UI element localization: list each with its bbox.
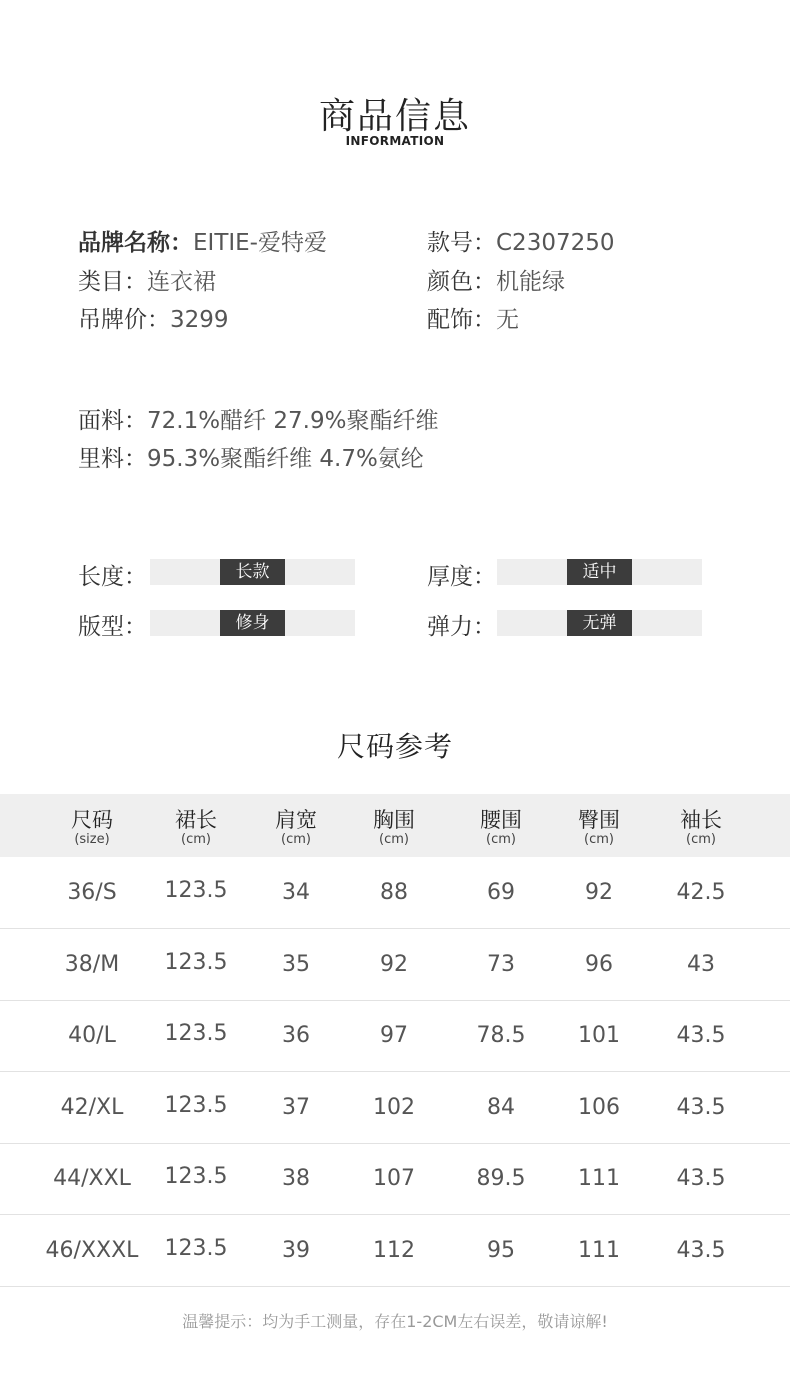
elasticity-label: 弹力： bbox=[427, 614, 496, 640]
elasticity-marker: 无弹 bbox=[567, 610, 632, 636]
color-value: 机能绿 bbox=[496, 269, 565, 295]
style-number-label: 款号： bbox=[427, 230, 496, 256]
measurement-cell: 38 bbox=[282, 1166, 310, 1191]
measurement-cell: 111 bbox=[578, 1166, 620, 1191]
price-value: 3299 bbox=[170, 307, 229, 333]
measurement-cell: 88 bbox=[380, 880, 408, 905]
size-cell: 36/S bbox=[67, 880, 117, 905]
size-table-header bbox=[0, 794, 790, 857]
measurement-cell: 43.5 bbox=[676, 1023, 726, 1048]
thickness-label: 厚度： bbox=[427, 564, 496, 590]
measurement-cell: 42.5 bbox=[676, 880, 726, 905]
measurement-cell: 102 bbox=[373, 1095, 415, 1120]
color-label: 颜色： bbox=[427, 269, 496, 295]
column-unit: (cm) bbox=[584, 832, 614, 847]
elasticity-scale bbox=[497, 610, 702, 636]
column-name: 尺码 bbox=[71, 808, 113, 832]
column-unit: (cm) bbox=[281, 832, 311, 847]
brand-label: 品牌名称： bbox=[78, 230, 193, 256]
accessory-label: 配饰： bbox=[427, 307, 496, 333]
column-name: 裙长 bbox=[175, 808, 217, 832]
price-label: 吊牌价： bbox=[78, 307, 170, 333]
measurement-cell: 123.5 bbox=[164, 1093, 228, 1118]
fit-scale bbox=[150, 610, 355, 636]
outer-fabric-value: 72.1%醋纤 27.9%聚酯纤维 bbox=[147, 408, 439, 434]
table-row bbox=[0, 1143, 790, 1215]
color-info bbox=[427, 263, 565, 296]
measurement-cell: 89.5 bbox=[476, 1166, 526, 1191]
style-number-value: C2307250 bbox=[496, 230, 615, 256]
table-row bbox=[0, 929, 790, 1001]
accessory-value: 无 bbox=[496, 307, 519, 333]
measurement-cell: 123.5 bbox=[164, 1236, 228, 1261]
column-header bbox=[248, 794, 344, 857]
measurement-cell: 123.5 bbox=[164, 950, 228, 975]
table-row bbox=[0, 1215, 790, 1287]
column-name: 肩宽 bbox=[275, 808, 317, 832]
category-value: 连衣裙 bbox=[147, 269, 216, 295]
column-header bbox=[44, 794, 140, 857]
measurement-cell: 34 bbox=[282, 880, 310, 905]
category-info bbox=[78, 263, 216, 296]
measurement-cell: 84 bbox=[487, 1095, 515, 1120]
measurement-cell: 43.5 bbox=[676, 1238, 726, 1263]
length-marker: 长款 bbox=[220, 559, 285, 585]
column-header bbox=[453, 794, 549, 857]
fit-label: 版型： bbox=[78, 614, 147, 640]
measurement-cell: 43.5 bbox=[676, 1095, 726, 1120]
column-name: 臀围 bbox=[578, 808, 620, 832]
measurement-cell: 123.5 bbox=[164, 878, 228, 903]
outer-fabric-info bbox=[78, 402, 438, 435]
length-scale bbox=[150, 559, 355, 585]
column-unit: (cm) bbox=[181, 832, 211, 847]
thickness-marker: 适中 bbox=[567, 559, 632, 585]
measurement-cell: 96 bbox=[585, 952, 613, 977]
measurement-cell: 43.5 bbox=[676, 1166, 726, 1191]
measurement-cell: 78.5 bbox=[476, 1023, 526, 1048]
size-chart-title: 尺码参考 bbox=[336, 730, 453, 763]
size-cell: 44/XXL bbox=[53, 1166, 131, 1191]
column-unit: (cm) bbox=[379, 832, 409, 847]
size-cell: 42/XL bbox=[60, 1095, 124, 1120]
price-info bbox=[78, 301, 229, 334]
size-cell: 46/XXXL bbox=[45, 1238, 139, 1263]
measurement-cell: 43 bbox=[687, 952, 715, 977]
measurement-cell: 35 bbox=[282, 952, 310, 977]
measurement-cell: 112 bbox=[373, 1238, 415, 1263]
measurement-cell: 123.5 bbox=[164, 1021, 228, 1046]
size-cell: 38/M bbox=[64, 952, 120, 977]
table-row bbox=[0, 1072, 790, 1144]
column-header bbox=[653, 794, 749, 857]
brand-value: EITIE-爱特爱 bbox=[193, 230, 327, 256]
page-title: 商品信息 bbox=[318, 96, 471, 137]
measurement-tip: 温馨提示：均为手工测量，存在1-2CM左右误差，敬请谅解! bbox=[182, 1312, 608, 1331]
measurement-cell: 73 bbox=[487, 952, 515, 977]
column-header bbox=[148, 794, 244, 857]
measurement-cell: 123.5 bbox=[164, 1164, 228, 1189]
category-label: 类目： bbox=[78, 269, 147, 295]
measurement-cell: 95 bbox=[487, 1238, 515, 1263]
column-unit: (size) bbox=[74, 832, 110, 847]
page-subtitle: INFORMATION bbox=[345, 134, 445, 148]
measurement-cell: 101 bbox=[578, 1023, 620, 1048]
measurement-cell: 106 bbox=[578, 1095, 620, 1120]
length-label: 长度： bbox=[78, 564, 147, 590]
measurement-cell: 37 bbox=[282, 1095, 310, 1120]
column-header bbox=[346, 794, 442, 857]
measurement-cell: 92 bbox=[585, 880, 613, 905]
column-unit: (cm) bbox=[486, 832, 516, 847]
column-name: 胸围 bbox=[373, 808, 415, 832]
lining-fabric-info bbox=[78, 440, 424, 473]
measurement-cell: 39 bbox=[282, 1238, 310, 1263]
outer-fabric-label: 面料： bbox=[78, 408, 147, 434]
accessory-info bbox=[427, 301, 519, 334]
fit-marker: 修身 bbox=[220, 610, 285, 636]
table-row bbox=[0, 1000, 790, 1072]
lining-fabric-value: 95.3%聚酯纤维 4.7%氨纶 bbox=[147, 446, 424, 472]
column-header bbox=[551, 794, 647, 857]
brand-info bbox=[78, 224, 327, 257]
lining-fabric-label: 里料： bbox=[78, 446, 147, 472]
table-row bbox=[0, 857, 790, 929]
column-unit: (cm) bbox=[686, 832, 716, 847]
style-number-info bbox=[427, 224, 615, 257]
measurement-cell: 97 bbox=[380, 1023, 408, 1048]
column-name: 袖长 bbox=[680, 808, 722, 832]
thickness-scale bbox=[497, 559, 702, 585]
column-name: 腰围 bbox=[480, 808, 522, 832]
measurement-cell: 69 bbox=[487, 880, 515, 905]
measurement-cell: 107 bbox=[373, 1166, 415, 1191]
size-cell: 40/L bbox=[68, 1023, 116, 1048]
measurement-cell: 92 bbox=[380, 952, 408, 977]
measurement-cell: 36 bbox=[282, 1023, 310, 1048]
measurement-cell: 111 bbox=[578, 1238, 620, 1263]
